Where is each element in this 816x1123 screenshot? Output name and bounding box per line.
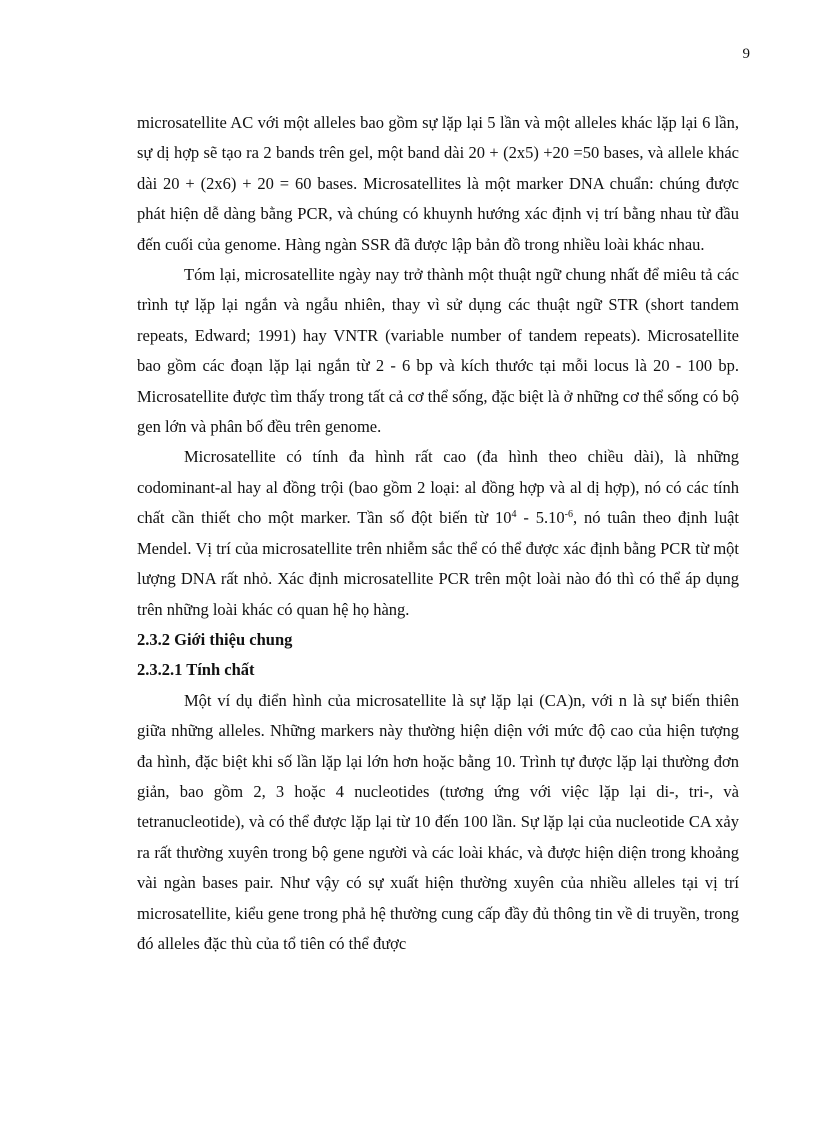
paragraph-polymorphism <box>137 442 739 624</box>
section-heading-introduction: 2.3.2 Giới thiệu chung <box>137 629 293 649</box>
subsection-heading-properties: 2.3.2.1 Tính chất <box>137 660 255 680</box>
polymorphism-text-2: - 5.10 <box>516 508 565 528</box>
exponent-1: 4 <box>511 509 517 521</box>
exponent-2: -6 <box>564 509 573 521</box>
page-number: 9 <box>742 46 750 62</box>
paragraph-microsatellite-alleles: microsatellite AC với một alleles bao gồm sự lặp lại 5 lần và một alleles khác lặp lại 6 lần, sự dị hợp sẽ tạo ra 2 bands trên gel, một band dài 20 + (2x5) +20 =50 bases, và allele khác dài 20 + (2x6) + 20 = 60 bases. Microsatellites là một marker DNA chuẩn: chúng được phát hiện dễ dàng bằng PCR, và chúng có khuynh hướng xác định vị trí bằng nhau từ đầu đến cuối của genome. Hàng ngàn SSR đã được lập bản đồ trong nhiều loài khác nhau. <box>137 113 739 254</box>
page-body <box>137 108 739 959</box>
polymorphism-text-1: Microsatellite có tính đa hình rất cao (đa hình theo chiều dài), là những codominant-al hay al đồng trội (bao gồm 2 loại: al đồng hợp và al dị hợp), nó có các tính chất cần thiết cho một marker. Tần số đột biến từ 10 <box>137 447 739 528</box>
polymorphism-text-3: , nó tuân theo định luật Mendel. Vị trí của microsatellite trên nhiễm sắc thể có thể được xác định bằng PCR từ một lượng DNA rất nhỏ. Xác định microsatellite PCR trên một loài nào đó thì có thể áp dụng trên những loài khác có quan hệ họ hàng. <box>137 508 739 619</box>
paragraph-ca-repeats: Một ví dụ điển hình của microsatellite là sự lặp lại (CA)n, với n là sự biến thiên giữa những alleles. Những markers này thường hiện diện với mức độ cao của hiện tượng đa hình, đặc biệt khi số lần lặp lại lớn hơn hoặc bằng 10. Trình tự được lặp lại thường đơn giản, bao gồm 2, 3 hoặc 4 nucleotides (tương ứng với việc lặp lại di-, tri-, và tetranucleotide), và có thể được lặp lại từ 10 đến 100 lần. Sự lặp lại của nucleotide CA xảy ra rất thường xuyên trong bộ gene người và các loài khác, và được hiện diện trong khoảng vài ngàn bases pair. Như vậy có sự xuất hiện thường xuyên của nhiều alleles tại vị trí microsatellite, kiểu gene trong phả hệ thường cung cấp đầy đủ thông tin về di truyền, trong đó alleles đặc thù của tổ tiên có thể được <box>137 690 739 953</box>
paragraph-summary: Tóm lại, microsatellite ngày nay trở thành một thuật ngữ chung nhất để miêu tả các trình tự lặp lại ngắn và ngẫu nhiên, thay vì sử dụng các thuật ngữ STR (short tandem repeats, Edward; 1991) hay VNTR (variable number of tandem repeats). Microsatellite bao gồm các đoạn lặp lại ngắn từ 2 - 6 bp và kích thước tại mỗi locus là 20 - 100 bp. Microsatellite được tìm thấy trong tất cả cơ thể sống, đặc biệt là ở những cơ thể sống có bộ gen lớn và phân bố đều trên genome. <box>137 265 739 437</box>
